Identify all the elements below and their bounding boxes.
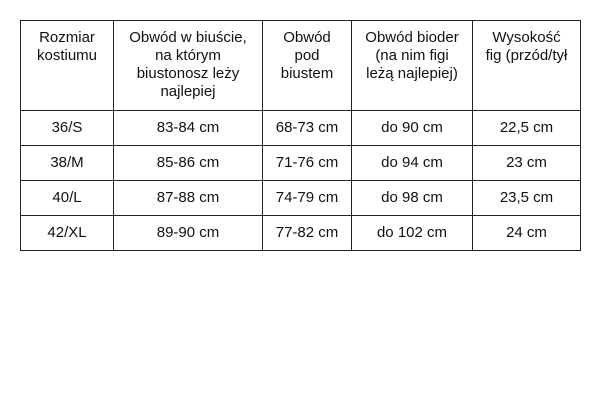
header-line: kostiumu: [36, 47, 98, 64]
header-line: Wysokość: [492, 29, 561, 46]
table-row: [21, 181, 581, 216]
header-line: Obwód bioder: [365, 29, 459, 46]
table-cell: 85-86 cm: [114, 146, 263, 181]
table-cell: do 90 cm: [352, 111, 473, 146]
header-line: na którym: [155, 47, 221, 64]
table-cell: 68-73 cm: [263, 111, 352, 146]
size-chart-table: [20, 20, 581, 251]
table-cell: 23 cm: [473, 146, 581, 181]
table-cell: 36/S: [21, 111, 114, 146]
table-cell: 83-84 cm: [114, 111, 263, 146]
table-cell: 24 cm: [473, 216, 581, 251]
header-briefs-height: [473, 21, 581, 111]
table-cell: 23,5 cm: [473, 181, 581, 216]
header-hip-circumference: [352, 21, 473, 111]
table-cell: 77-82 cm: [263, 216, 352, 251]
table-cell: 74-79 cm: [263, 181, 352, 216]
header-line: leżą najlepiej): [366, 65, 458, 82]
table-cell: do 102 cm: [352, 216, 473, 251]
table-cell: 38/M: [21, 146, 114, 181]
header-line: Obwód: [283, 29, 331, 46]
header-line: Rozmiar: [39, 29, 95, 46]
table-cell: do 94 cm: [352, 146, 473, 181]
table-row: [21, 111, 581, 146]
table-cell: 22,5 cm: [473, 111, 581, 146]
header-underbust: [263, 21, 352, 111]
header-line: Obwód w biuście,: [129, 29, 247, 46]
table-row: [21, 216, 581, 251]
header-line: najlepiej: [160, 83, 216, 100]
header-bust-circumference: [114, 21, 263, 111]
header-line: (na nim figi: [375, 47, 449, 64]
header-row: [21, 21, 581, 111]
header-line: fig (przód/tył: [485, 47, 568, 64]
table-row: [21, 146, 581, 181]
table-cell: 42/XL: [21, 216, 114, 251]
table-cell: 87-88 cm: [114, 181, 263, 216]
table-cell: 71-76 cm: [263, 146, 352, 181]
header-line: biustem: [280, 65, 334, 82]
table-cell: 89-90 cm: [114, 216, 263, 251]
header-size: [21, 21, 114, 111]
table-cell: do 98 cm: [352, 181, 473, 216]
header-line: biustonosz leży: [136, 65, 240, 82]
header-line: pod: [294, 47, 320, 64]
table-cell: 40/L: [21, 181, 114, 216]
